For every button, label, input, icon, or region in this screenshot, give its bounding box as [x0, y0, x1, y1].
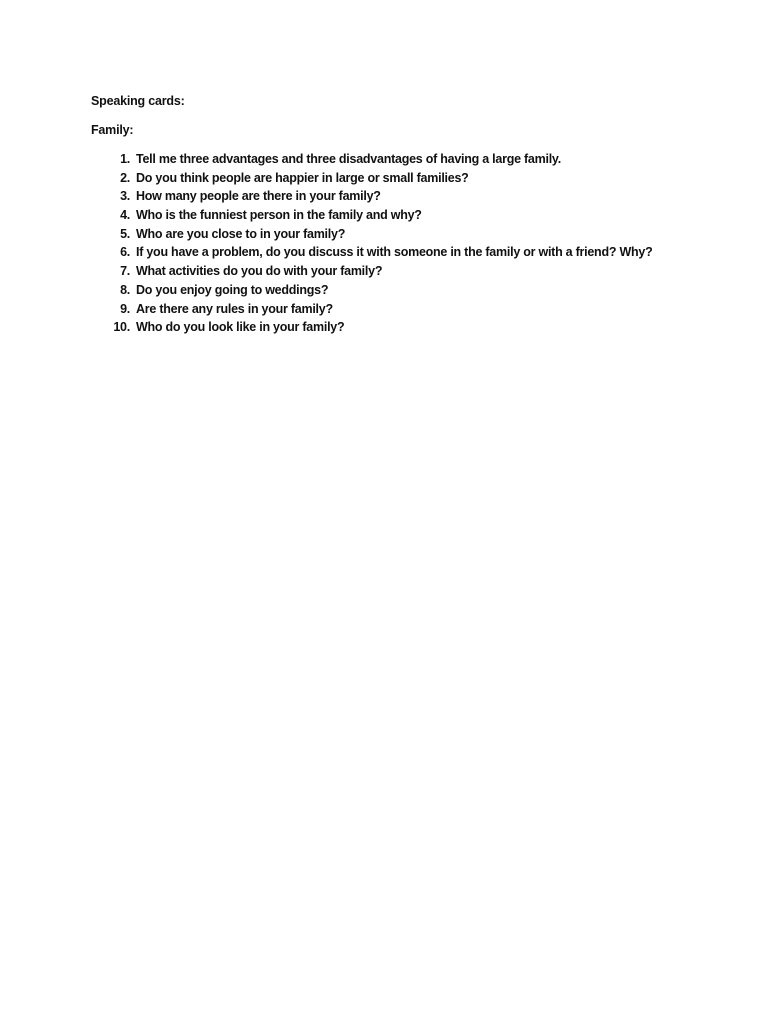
page-heading: Speaking cards: [91, 94, 185, 108]
list-item-text: Do you think people are happier in large or small families? [136, 170, 469, 185]
list-item-number: 9. [120, 301, 130, 316]
list-item-text: Do you enjoy going to weddings? [136, 282, 329, 297]
list-item-number: 1. [120, 152, 130, 166]
list-item-number: 3. [120, 189, 130, 204]
list-item-number: 4. [120, 208, 130, 223]
list-item-number: 5. [120, 226, 130, 241]
list-item-text: Tell me three advantages and three disadvantages of having a large family. [136, 152, 561, 166]
section-title: Family: [91, 123, 134, 137]
list-item-number: 7. [120, 264, 130, 279]
list-item-text: Who is the funniest person in the family and why? [136, 208, 422, 223]
list-item-text: Who do you look like in your family? [136, 320, 345, 335]
list-item-number: 6. [120, 245, 130, 260]
list-item-text: What activities do you do with your family? [136, 264, 383, 279]
list-item-number: 8. [120, 282, 130, 297]
list-item-text: Who are you close to in your family? [136, 226, 346, 241]
list-item-text: Are there any rules in your family? [136, 301, 333, 316]
list-item-number: 2. [120, 170, 130, 185]
list-item-number: 10. [113, 320, 130, 335]
list-item-text: How many people are there in your family? [136, 189, 381, 204]
list-item-text: If you have a problem, do you discuss it with someone in the family or with a friend? Why? [136, 245, 653, 260]
